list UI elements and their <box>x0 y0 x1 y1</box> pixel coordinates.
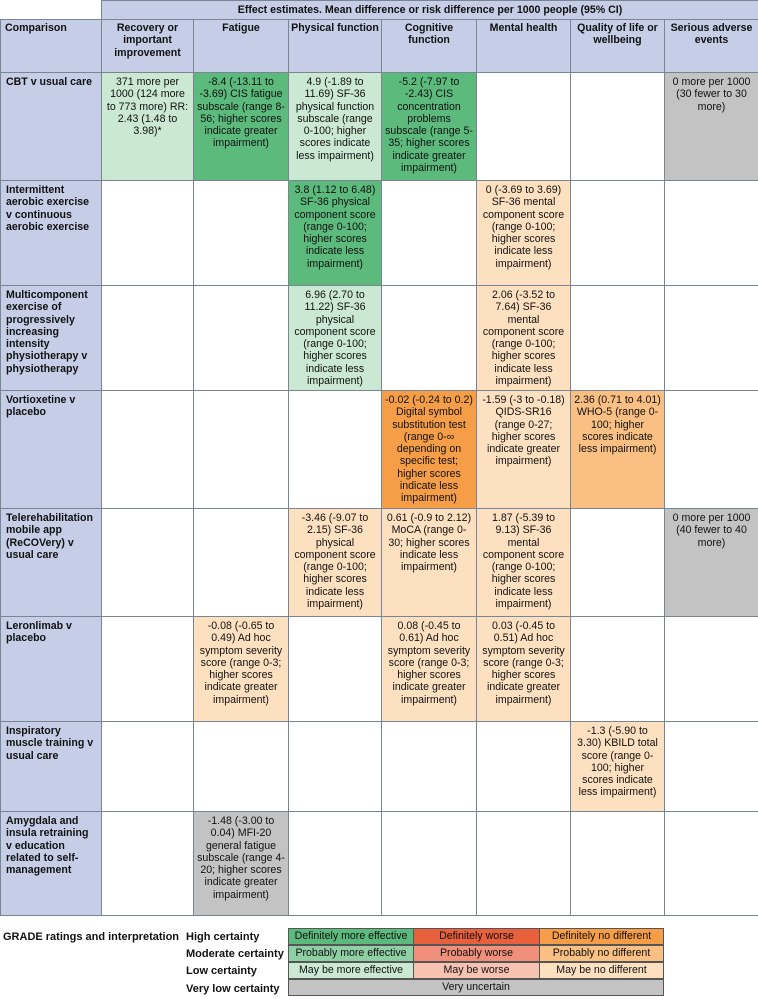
column-header-recovery: Recovery or important improvement <box>102 20 194 73</box>
effect-cell <box>477 391 571 509</box>
row-label: Multicomponent exercise of progressively increasing intensity physiotherapy v physiotherapy <box>1 286 102 391</box>
row-label: Intermittent aerobic exercise v continuous aerobic exercise <box>1 181 102 286</box>
effect-cell <box>289 286 382 391</box>
legend-title: GRADE ratings and interpretation <box>3 931 180 943</box>
legend-may-be-more-effective: May be more effective <box>288 962 414 979</box>
effect-cell <box>382 722 477 812</box>
effect-cell <box>382 286 477 391</box>
effect-cell <box>194 391 289 509</box>
effect-cell-text: 0.03 (-0.45 to 0.51) Ad hoc symptom severity score (range 0-3; higher scores indicate greater impairment) <box>482 620 565 706</box>
effect-cell <box>289 812 382 916</box>
effect-cell <box>477 73 571 181</box>
effect-cell <box>289 509 382 617</box>
column-header-serious-adverse-events: Serious adverse events <box>665 20 758 73</box>
row-label: CBT v usual care <box>1 73 102 181</box>
effect-cell <box>665 722 758 812</box>
column-header-quality-of-life: Quality of life or wellbeing <box>571 20 665 73</box>
effect-cell-text: -1.3 (-5.90 to 3.30) KBILD total score (range 0-100; higher scores indicate less impairment) <box>577 725 658 799</box>
effect-cell <box>665 73 758 181</box>
effect-cell <box>102 509 194 617</box>
effect-cell <box>194 286 289 391</box>
effect-cell <box>382 181 477 286</box>
table-body <box>1 73 758 916</box>
row-label: Inspiratory muscle training v usual care <box>1 722 102 812</box>
effect-cell <box>571 181 665 286</box>
effect-cell <box>194 181 289 286</box>
effect-cell <box>194 617 289 722</box>
effect-cell-text: -0.02 (-0.24 to 0.2) Digital symbol substitution test (range 0-∞ depending on specific test; higher scores indicate less impairment) <box>385 394 473 505</box>
effect-cell <box>665 617 758 722</box>
effect-cell <box>665 286 758 391</box>
effect-cell-text: 2.06 (-3.52 to 7.64) SF-36 mental component score (range 0-100; higher scores indicate less impairment) <box>482 289 565 388</box>
column-header-mental-health: Mental health <box>477 20 571 73</box>
legend-certainty-low: Low certainty <box>186 965 257 977</box>
effect-cell <box>194 509 289 617</box>
table-row <box>1 617 758 722</box>
table-row <box>1 722 758 812</box>
legend-may-be-no-different: May be no different <box>539 962 664 979</box>
effect-cell-text: -1.59 (-3 to -0.18) QIDS-SR16 (range 0-27; higher scores indicate greater impairment) <box>482 394 565 468</box>
table-row <box>1 286 758 391</box>
column-header-fatigue: Fatigue <box>194 20 289 73</box>
effect-cell-text: 3.8 (1.12 to 6.48) SF-36 physical component score (range 0-100; higher scores indicate less impairment) <box>294 184 376 270</box>
effect-cell <box>477 286 571 391</box>
legend-definitely-more-effective: Definitely more effective <box>288 928 414 945</box>
effect-cell <box>477 181 571 286</box>
row-label: Telerehabilitation mobile app (ReCOVery) v usual care <box>1 509 102 617</box>
effect-cell <box>477 509 571 617</box>
effect-cell-text: -5.2 (-7.97 to -2.43) CIS concentration problems subscale (range 5-35; higher scores indicate greater impairment) <box>385 76 473 175</box>
legend-very-uncertain: Very uncertain <box>288 979 664 996</box>
effect-cell-text: 0 more per 1000 (40 fewer to 40 more) <box>672 512 751 549</box>
legend-definitely-worse: Definitely worse <box>413 928 540 945</box>
effect-cell <box>571 722 665 812</box>
effect-cell <box>102 286 194 391</box>
effect-cell <box>382 812 477 916</box>
effect-cell-text: 4.9 (-1.89 to 11.69) SF-36 physical function subscale (range 0-100; higher scores indicate less impairment) <box>295 76 375 162</box>
effect-cell <box>665 391 758 509</box>
table-row <box>1 812 758 916</box>
column-header-physical-function: Physical function <box>289 20 382 73</box>
row-label: Amygdala and insula retraining v education related to self-management <box>1 812 102 916</box>
legend-may-be-worse: May be worse <box>413 962 540 979</box>
effect-cell <box>382 391 477 509</box>
effect-cell <box>571 286 665 391</box>
effect-cell <box>571 509 665 617</box>
effect-cell-text: 0 (-3.69 to 3.69) SF-36 mental component score (range 0-100; higher scores indicate less impairment) <box>482 184 565 270</box>
effect-cell <box>102 812 194 916</box>
effect-cell <box>289 722 382 812</box>
effect-cell-text: -8.4 (-13.11 to -3.69) CIS fatigue subscale (range 8-56; higher scores indicate greater impairment) <box>197 76 285 150</box>
effect-cell <box>571 812 665 916</box>
effect-cell-text: 6.96 (2.70 to 11.22) SF-36 physical component score (range 0-100; higher scores indicate less impairment) <box>294 289 376 388</box>
effect-cell-text: 0.08 (-0.45 to 0.61) Ad hoc symptom severity score (range 0-3; higher scores indicate greater impairment) <box>387 620 471 706</box>
effect-estimates-header: Effect estimates. Mean difference or risk difference per 1000 people (95% CI) <box>102 1 758 20</box>
effect-cell-text: 371 more per 1000 (124 more to 773 more) RR: 2.43 (1.48 to 3.98)* <box>106 76 189 138</box>
effect-cell <box>289 617 382 722</box>
effect-cell <box>194 812 289 916</box>
effect-cell-text: -3.46 (-9.07 to 2.15) SF-36 physical component score (range 0-100; higher scores indicate less impairment) <box>294 512 376 611</box>
legend-definitely-no-different: Definitely no different <box>539 928 664 945</box>
table-row <box>1 391 758 509</box>
effect-cell <box>477 722 571 812</box>
effect-cell-text: 1.87 (-5.39 to 9.13) SF-36 mental component score (range 0-100; higher scores indicate less impairment) <box>482 512 565 611</box>
effect-cell <box>571 617 665 722</box>
effect-cell <box>665 181 758 286</box>
comparison-column-header: Comparison <box>1 20 102 73</box>
effect-cell <box>289 391 382 509</box>
effect-cell <box>477 812 571 916</box>
effect-cell <box>665 509 758 617</box>
legend-probably-worse: Probably worse <box>413 945 540 962</box>
table-row <box>1 73 758 181</box>
table-row <box>1 509 758 617</box>
effect-cell <box>665 812 758 916</box>
legend-probably-no-different: Probably no different <box>539 945 664 962</box>
effect-cell <box>571 391 665 509</box>
effect-cell-text: 0.61 (-0.9 to 2.12) MoCA (range 0-30; higher scores indicate less impairment) <box>386 512 472 574</box>
effect-cell <box>102 391 194 509</box>
effect-cell <box>382 509 477 617</box>
effect-cell-text: 2.36 (0.71 to 4.01) WHO-5 (range 0-100; higher scores indicate less impairment) <box>574 394 661 456</box>
effect-cell <box>194 73 289 181</box>
legend-certainty-very-low: Very low certainty <box>186 983 280 995</box>
effect-cell-text: -1.48 (-3.00 to 0.04) MFI-20 general fatigue subscale (range 4-20; higher scores indicate greater impairment) <box>197 815 285 901</box>
effect-cell <box>382 617 477 722</box>
legend-certainty-high: High certainty <box>186 931 260 943</box>
column-header-cognitive-function: Cognitive function <box>382 20 477 73</box>
corner-cell <box>1 1 102 20</box>
effect-cell <box>194 722 289 812</box>
effect-cell <box>289 181 382 286</box>
table-row <box>1 181 758 286</box>
legend-probably-more-effective: Probably more effective <box>288 945 414 962</box>
effect-cell <box>102 181 194 286</box>
effect-cell <box>102 617 194 722</box>
effect-cell <box>571 73 665 181</box>
effect-cell <box>289 73 382 181</box>
effect-cell <box>477 617 571 722</box>
row-label: Leronlimab v placebo <box>1 617 102 722</box>
row-label: Vortioxetine v placebo <box>1 391 102 509</box>
effect-cell-text: 0 more per 1000 (30 fewer to 30 more) <box>672 76 751 113</box>
effect-cell <box>382 73 477 181</box>
effect-cell-text: -0.08 (-0.65 to 0.49) Ad hoc symptom severity score (range 0-3; higher scores indicate greater impairment) <box>199 620 283 706</box>
legend-certainty-moderate: Moderate certainty <box>186 948 284 960</box>
effect-cell <box>102 722 194 812</box>
effect-cell <box>102 73 194 181</box>
